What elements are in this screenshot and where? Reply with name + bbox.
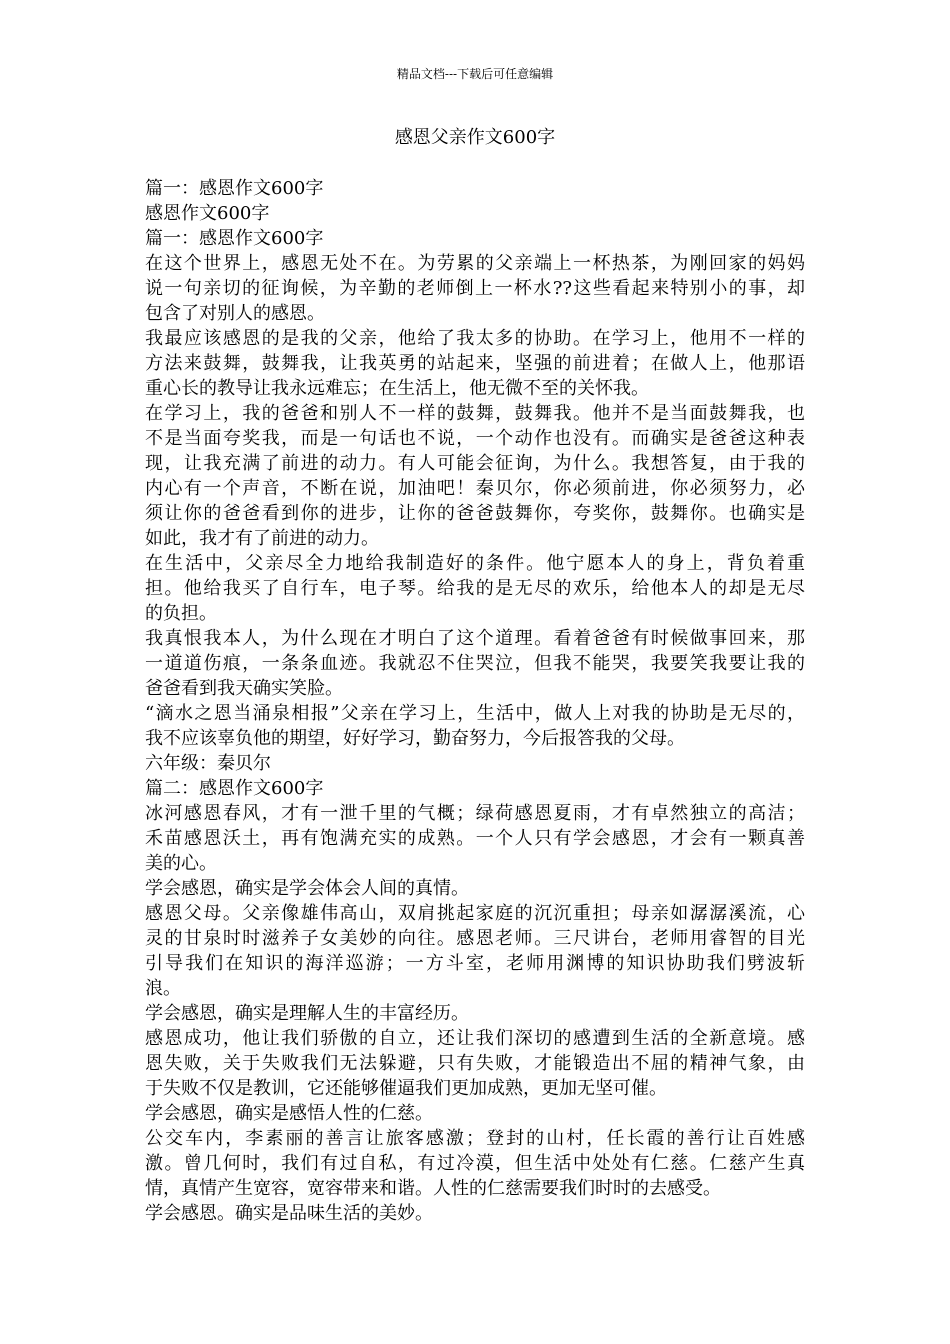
text-line: 冰河感恩春风，才有一泄千里的气概；绿荷感恩夏雨，才有卓然独立的高洁； bbox=[145, 803, 805, 824]
text-line: 内心有一个声音，不断在说，加油吧！秦贝尔，你必须前进，你必须努力，必 bbox=[145, 478, 805, 499]
text-line: 于失败不仅是教训，它还能够催逼我们更加成熟，更加无坚可催。 bbox=[145, 1078, 667, 1099]
text-line: 包含了对别人的感恩。 bbox=[145, 303, 325, 324]
text-line: 在这个世界上，感恩无处不在。为劳累的父亲端上一杯热茶，为刚回家的妈妈 bbox=[145, 253, 805, 274]
text-line: 我不应该辜负他的期望，好好学习，勤奋努力，今后报答我的父母。 bbox=[145, 728, 685, 749]
document-title: 感恩父亲作文600字 bbox=[394, 127, 556, 148]
page-header: 精品文档---下载后可任意编辑 bbox=[396, 67, 554, 81]
text-line: 引导我们在知识的海洋巡游；一方斗室，老师用渊博的知识协助我们劈波斩 bbox=[145, 953, 805, 974]
text-line: 学会感恩。确实是品味生活的美妙。 bbox=[145, 1203, 433, 1224]
text-line: 感恩作文600字 bbox=[145, 203, 270, 224]
text-line: 情，真情产生宽容，宽容带来和谐。人性的仁慈需要我们时时的去感受。 bbox=[145, 1178, 721, 1199]
text-line: “滴水之恩当涌泉相报”父亲在学习上，生活中，做人上对我的协助是无尽的， bbox=[145, 703, 805, 724]
text-line: 我真恨我本人，为什么现在才明白了这个道理。看着爸爸有时候做事回来，那 bbox=[145, 628, 805, 649]
text-line: 在生活中，父亲尽全力地给我制造好的条件。他宁愿本人的身上，背负着重 bbox=[145, 553, 805, 574]
text-line: 禾苗感恩沃土，再有饱满充实的成熟。一个人只有学会感恩，才会有一颗真善 bbox=[145, 828, 805, 849]
text-line: 担。他给我买了自行车，电子琴。给我的是无尽的欢乐，给他本人的却是无尽 bbox=[145, 578, 805, 599]
text-line: 恩失败，关于失败我们无法躲避，只有失败，才能锻造出不屈的精神气象，由 bbox=[145, 1053, 805, 1074]
text-line: 说一句亲切的征询候，为辛勤的老师倒上一杯水??这些看起来特别小的事，却 bbox=[145, 278, 805, 299]
text-line: 激。曾几何时，我们有过自私，有过冷漠，但生活中处处有仁慈。仁慈产生真 bbox=[145, 1153, 805, 1174]
text-line: 须让你的爸爸看到你的进步，让你的爸爸鼓舞你，夸奖你，鼓舞你。也确实是 bbox=[145, 503, 805, 524]
text-line: 方法来鼓舞，鼓舞我，让我英勇的站起来，坚强的前进着；在做人上，他那语 bbox=[145, 353, 805, 374]
document-body bbox=[145, 176, 805, 1226]
text-line: 学会感恩，确实是理解人生的丰富经历。 bbox=[145, 1003, 469, 1024]
text-line: 我最应该感恩的是我的父亲，他给了我太多的协助。在学习上，他用不一样的 bbox=[145, 328, 805, 349]
text-line: 篇二：感恩作文600字 bbox=[145, 778, 324, 799]
text-line: 感恩父母。父亲像雄伟高山，双肩挑起家庭的沉沉重担；母亲如潺潺溪流，心 bbox=[145, 903, 805, 924]
text-line: 学会感恩，确实是学会体会人间的真情。 bbox=[145, 878, 469, 899]
text-line: 爸爸看到我天确实笑脸。 bbox=[145, 678, 343, 699]
text-line: 美的心。 bbox=[145, 853, 217, 874]
text-line: 六年级：秦贝尔 bbox=[145, 753, 271, 774]
text-line: 学会感恩，确实是感悟人性的仁慈。 bbox=[145, 1103, 433, 1124]
text-line: 篇一：感恩作文600字 bbox=[145, 228, 324, 249]
text-line: 在学习上，我的爸爸和别人不一样的鼓舞，鼓舞我。他并不是当面鼓舞我，也 bbox=[145, 403, 805, 424]
text-line: 篇一：感恩作文600字 bbox=[145, 178, 324, 199]
text-line: 感恩成功，他让我们骄傲的自立，还让我们深切的感遭到生活的全新意境。感 bbox=[145, 1028, 805, 1049]
text-line: 如此，我才有了前进的动力。 bbox=[145, 528, 379, 549]
text-line: 的负担。 bbox=[145, 603, 217, 624]
text-line: 不是当面夸奖我，而是一句话也不说，一个动作也没有。而确实是爸爸这种表 bbox=[145, 428, 805, 449]
text-line: 一道道伤痕，一条条血迹。我就忍不住哭泣，但我不能哭，我要笑我要让我的 bbox=[145, 653, 805, 674]
text-line: 现，让我充满了前进的动力。有人可能会征询，为什么。我想答复，由于我的 bbox=[145, 453, 805, 474]
text-line: 灵的甘泉时时滋养子女美妙的向往。感恩老师。三尺讲台，老师用睿智的目光 bbox=[145, 928, 805, 949]
text-line: 重心长的教导让我永远难忘；在生活上，他无微不至的关怀我。 bbox=[145, 378, 649, 399]
text-line: 浪。 bbox=[145, 978, 181, 999]
text-line: 公交车内，李素丽的善言让旅客感激；登封的山村，任长霞的善行让百姓感 bbox=[145, 1128, 805, 1149]
